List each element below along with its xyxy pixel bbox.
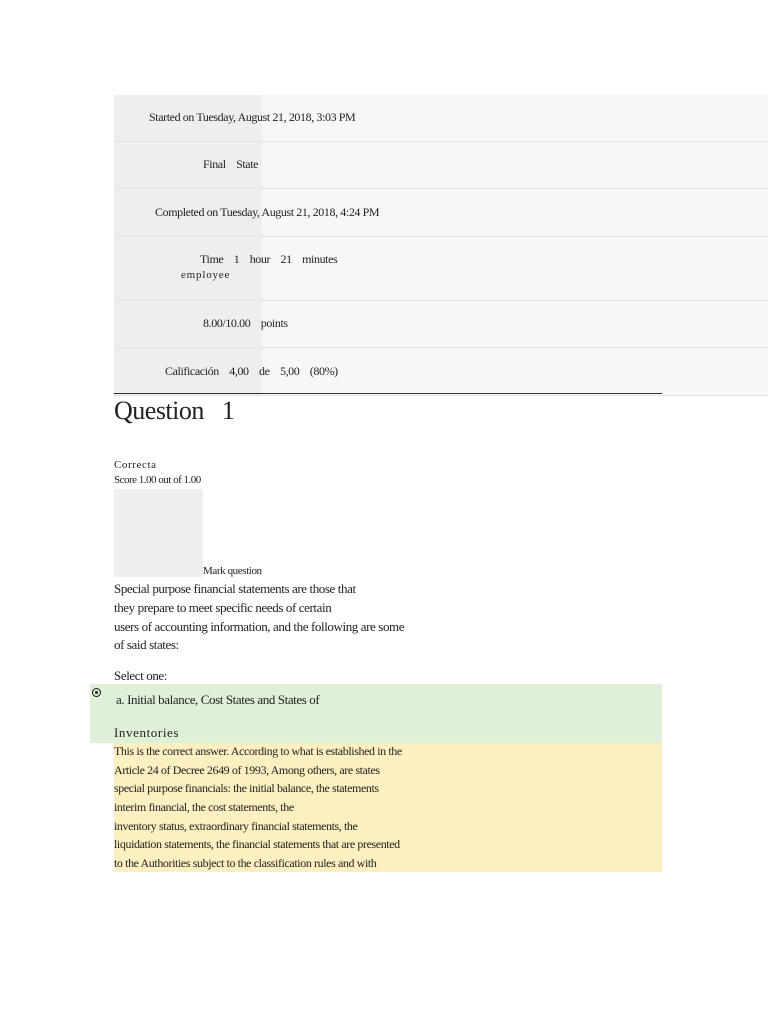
state-text: Final State <box>203 157 259 171</box>
answer-option-text: a. Initial balance, Cost States and States of <box>116 692 320 707</box>
flag-icon[interactable] <box>114 489 203 577</box>
attempt-summary-table <box>114 95 768 396</box>
feedback-line: interim financial, the cost statements, the <box>114 800 294 814</box>
feedback-line: Article 24 of Decree 2649 of 1993, Among others, are states <box>114 763 380 777</box>
divider <box>114 393 662 394</box>
time-sub-text: employee <box>181 269 231 281</box>
feedback-line: liquidation statements, the financial statements that are presented <box>114 837 400 851</box>
summary-row-time <box>114 237 768 301</box>
question-text-line: they prepare to meet specific needs of certain <box>114 600 332 615</box>
summary-row-points <box>114 301 768 348</box>
grade-text: Calificación 4,00 de 5,00 (80%) <box>165 364 338 378</box>
summary-row-completed <box>114 189 768 237</box>
summary-row-started <box>114 95 768 142</box>
completed-text: Completed on Tuesday, August 21, 2018, 4:24 PM <box>155 205 380 219</box>
question-text-line: of said states: <box>114 637 179 652</box>
select-one-label: Select one: <box>114 668 167 683</box>
summary-row-grade <box>114 348 768 396</box>
feedback-box <box>114 743 662 872</box>
question-status: Correcta <box>114 459 157 471</box>
summary-row-state <box>114 142 768 189</box>
question-score: Score 1.00 out of 1.00 <box>114 474 201 486</box>
question-text-line: users of accounting information, and the following are some <box>114 619 405 634</box>
time-text: Time 1 hour 21 minutes <box>200 252 338 266</box>
points-text: 8.00/10.00 points <box>203 316 288 330</box>
feedback-line: to the Authorities subject to the classification rules and with <box>114 856 377 870</box>
answer-option-a[interactable] <box>90 684 662 743</box>
mark-question-link[interactable]: Mark question <box>203 565 262 577</box>
answer-option-text: Inventories <box>114 725 180 740</box>
question-text-line: Special purpose financial statements are those that <box>114 581 356 596</box>
feedback-line: This is the correct answer. According to what is established in the <box>114 744 402 758</box>
radio-selected-icon[interactable] <box>92 688 101 697</box>
started-text: Started on Tuesday, August 21, 2018, 3:03 PM <box>149 110 356 124</box>
feedback-line: inventory status, extraordinary financial statements, the <box>114 819 358 833</box>
question-title: Question 1 <box>114 396 235 425</box>
feedback-line: special purpose financials: the initial balance, the statements <box>114 781 379 795</box>
